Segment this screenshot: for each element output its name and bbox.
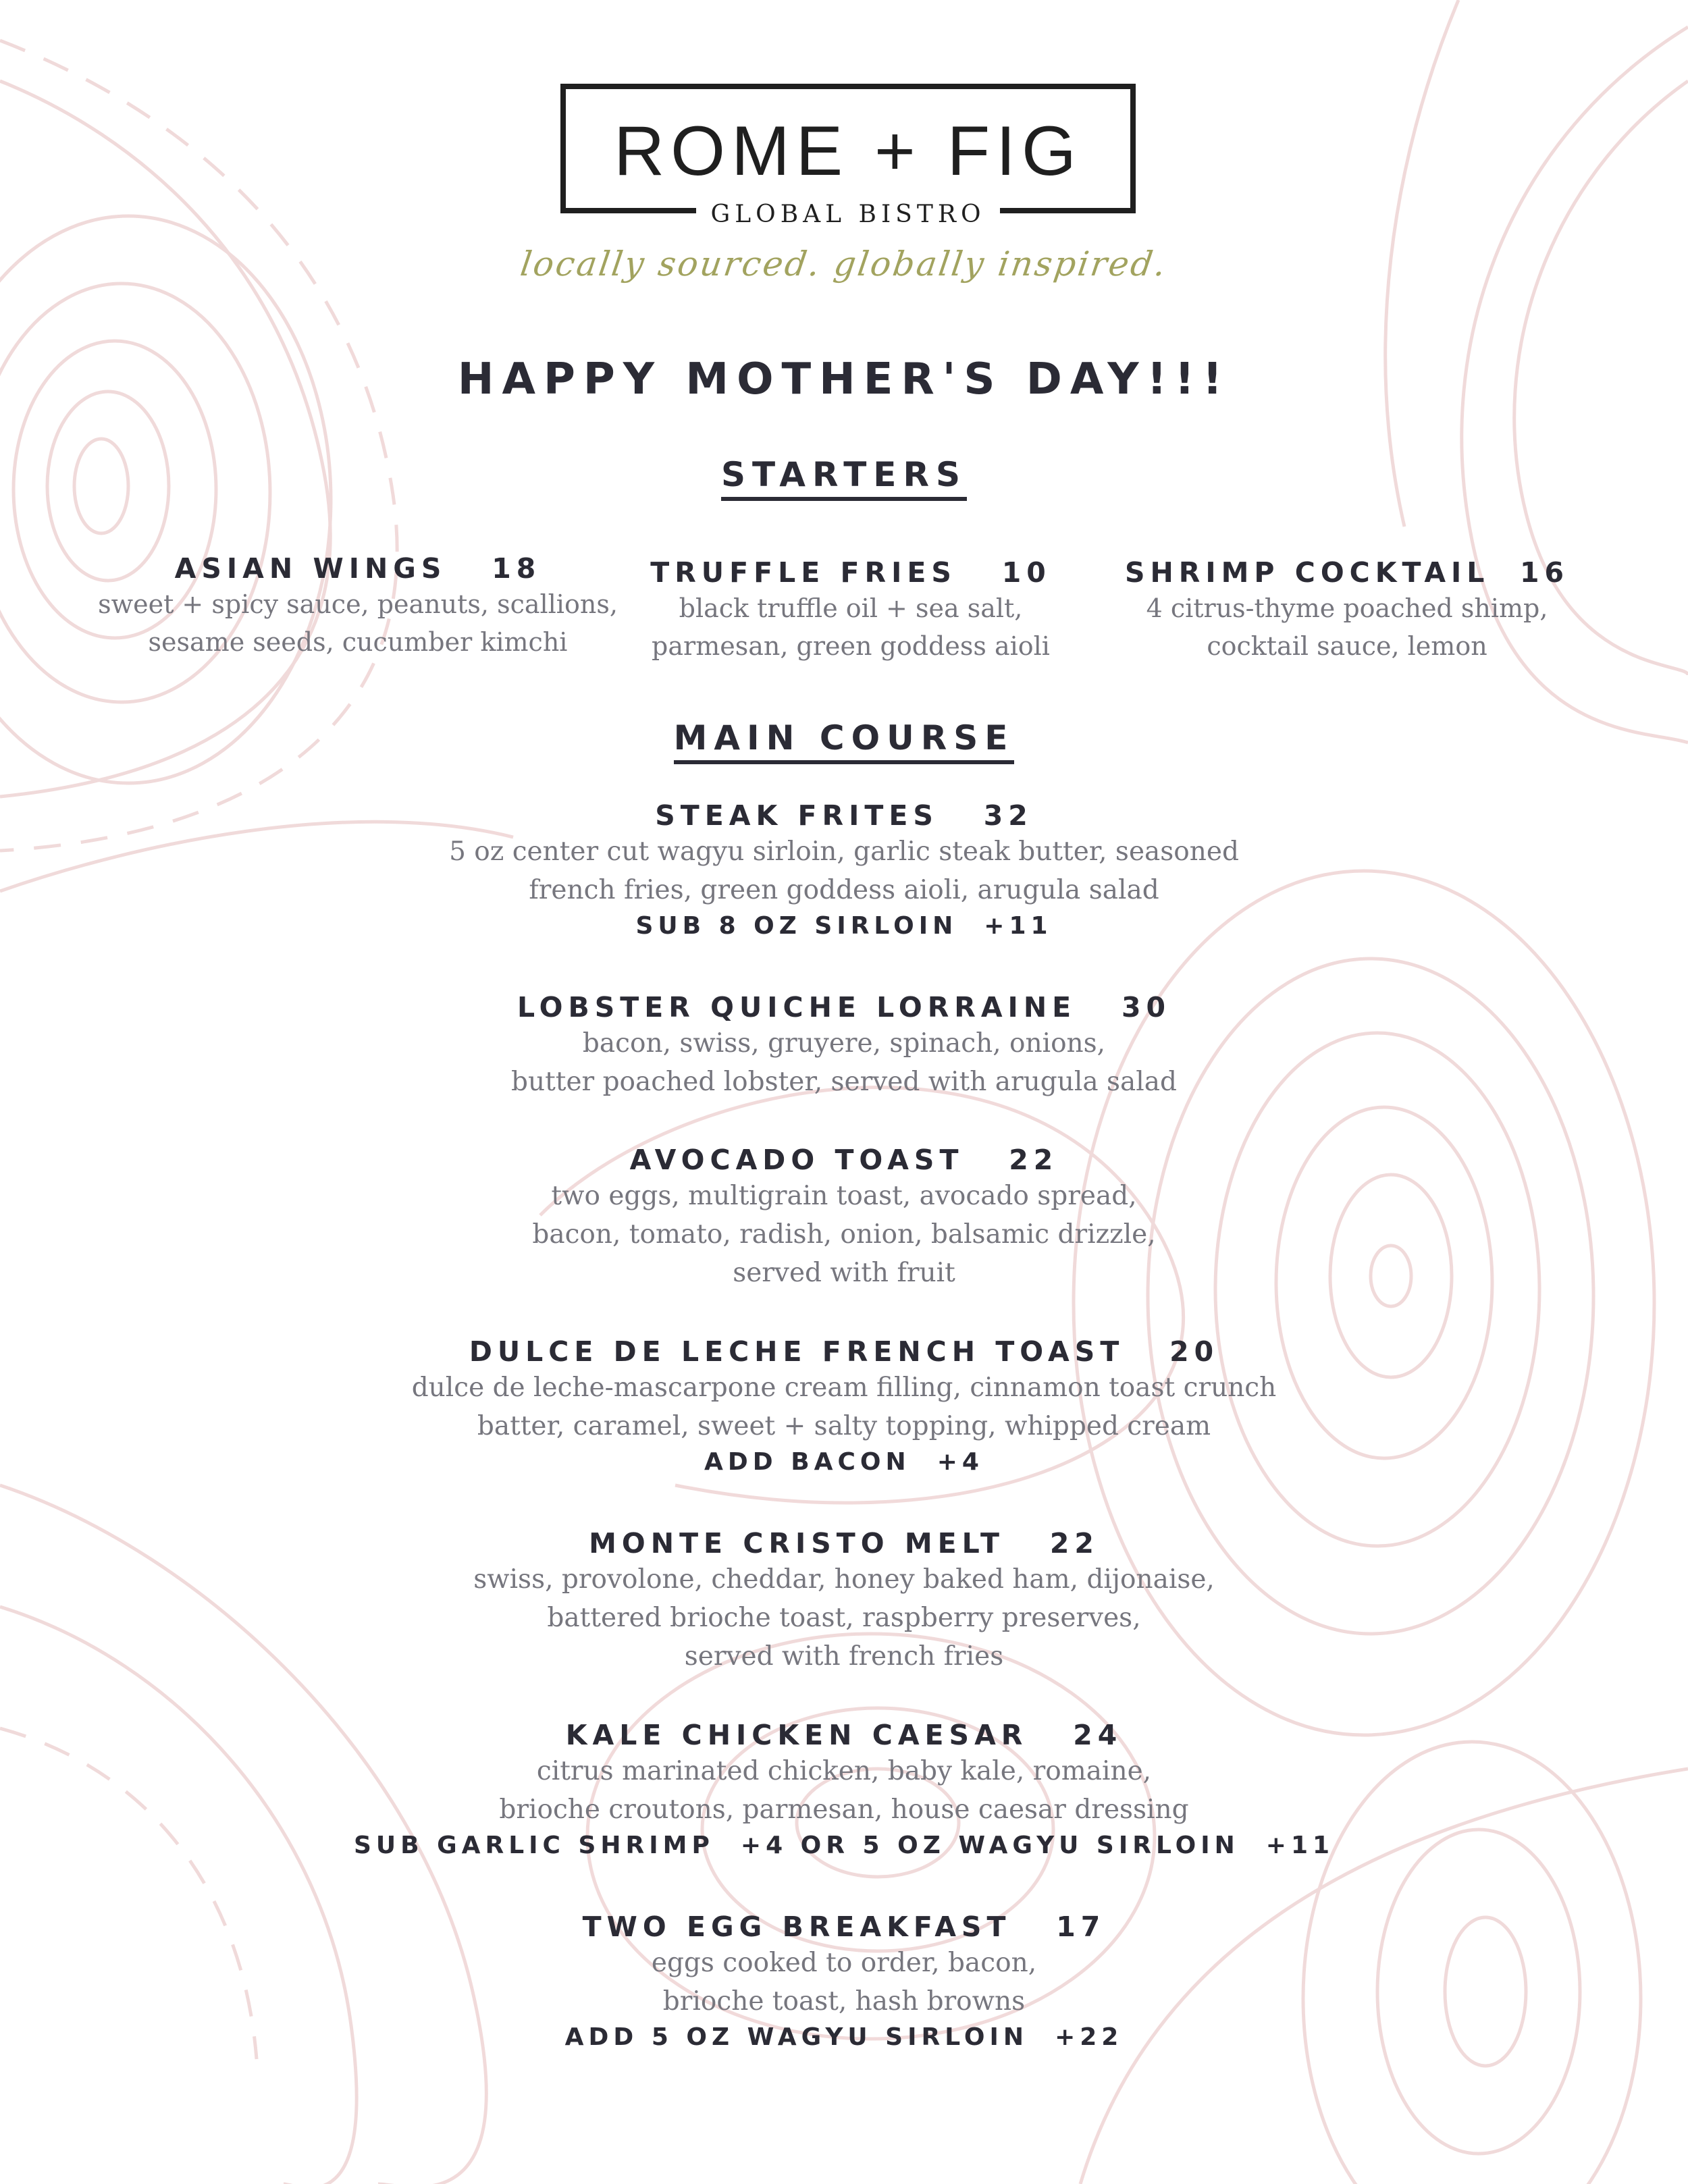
- main-item: [0, 1144, 1688, 1292]
- item-price: 20: [1169, 1335, 1219, 1368]
- brand-subtitle: GLOBAL BISTRO: [696, 203, 1001, 227]
- item-name: TRUFFLE FRIES: [650, 556, 957, 589]
- item-name: LOBSTER QUICHE LORRAINE: [517, 991, 1077, 1023]
- item-price: 22: [1049, 1527, 1099, 1560]
- item-price: 10: [1001, 556, 1051, 589]
- starter-item: [81, 552, 635, 661]
- item-name: DULCE DE LECHE FRENCH TOAST: [469, 1335, 1125, 1368]
- item-description: swiss, provolone, cheddar, honey baked ham, dijonaise, battered brioche toast, raspberry preserves, served with french fries: [473, 1564, 1215, 1672]
- item-price: 18: [492, 552, 542, 585]
- item-name: AVOCADO TOAST: [629, 1144, 964, 1176]
- item-price: 22: [1009, 1144, 1059, 1176]
- item-addon: ADD BACON +4: [704, 1448, 984, 1476]
- main-item: [0, 1719, 1688, 1863]
- starter-item: [1080, 556, 1614, 665]
- item-name: MONTE CRISTO MELT: [589, 1527, 1005, 1560]
- item-name: SHRIMP COCKTAIL: [1124, 556, 1490, 589]
- item-description: eggs cooked to order, bacon, brioche toast, hash browns: [651, 1948, 1037, 2017]
- item-description: sweet + spicy sauce, peanuts, scallions, sesame seeds, cucumber kimchi: [98, 589, 618, 658]
- item-description: dulce de leche-mascarpone cream filling, cinnamon toast crunch batter, caramel, sweet + salty topping, whipped cream: [411, 1373, 1277, 1442]
- main-item: [0, 1911, 1688, 2055]
- main-item: [0, 991, 1688, 1101]
- starter-item: [581, 556, 1121, 665]
- brand-tagline: locally sourced. globally inspired.: [518, 244, 1170, 284]
- item-price: 24: [1073, 1719, 1123, 1751]
- item-description: 5 oz center cut wagyu sirloin, garlic steak butter, seasoned french fries, green goddess aioli, arugula salad: [449, 836, 1239, 906]
- main-item: [0, 1527, 1688, 1676]
- page-headline: HAPPY MOTHER'S DAY!!!: [457, 354, 1231, 404]
- item-description: two eggs, multigrain toast, avocado spread, bacon, tomato, radish, onion, balsamic drizzle, served with fruit: [532, 1181, 1156, 1289]
- item-name: TWO EGG BREAKFAST: [582, 1911, 1011, 1943]
- section-title-starters: STARTERS: [0, 458, 1688, 501]
- item-price: 30: [1121, 991, 1171, 1023]
- item-name: KALE CHICKEN CAESAR: [565, 1719, 1028, 1751]
- item-price: 16: [1520, 556, 1570, 589]
- main-item: [0, 1335, 1688, 1480]
- main-item: [0, 799, 1688, 944]
- item-name: ASIAN WINGS: [174, 552, 447, 585]
- item-price: 17: [1056, 1911, 1106, 1943]
- section-title-main-course: MAIN COURSE: [0, 721, 1688, 764]
- logo: [560, 84, 1136, 228]
- item-addon: ADD 5 OZ WAGYU SIRLOIN +22: [564, 2023, 1124, 2052]
- item-addon: SUB GARLIC SHRIMP +4 OR 5 OZ WAGYU SIRLOIN +11: [353, 1832, 1335, 1860]
- item-name: STEAK FRITES: [655, 799, 939, 832]
- item-description: black truffle oil + sea salt, parmesan, green goddess aioli: [652, 593, 1050, 662]
- item-description: citrus marinated chicken, baby kale, romaine, brioche croutons, parmesan, house caesar dressing: [499, 1756, 1189, 1826]
- brand-name: ROME + FIG: [614, 112, 1082, 190]
- item-description: 4 citrus-thyme poached shimp, cocktail sauce, lemon: [1146, 593, 1548, 662]
- item-description: bacon, swiss, gruyere, spinach, onions, butter poached lobster, served with arugula salad: [511, 1028, 1177, 1098]
- item-price: 32: [983, 799, 1033, 832]
- item-addon: SUB 8 OZ SIRLOIN +11: [635, 912, 1053, 940]
